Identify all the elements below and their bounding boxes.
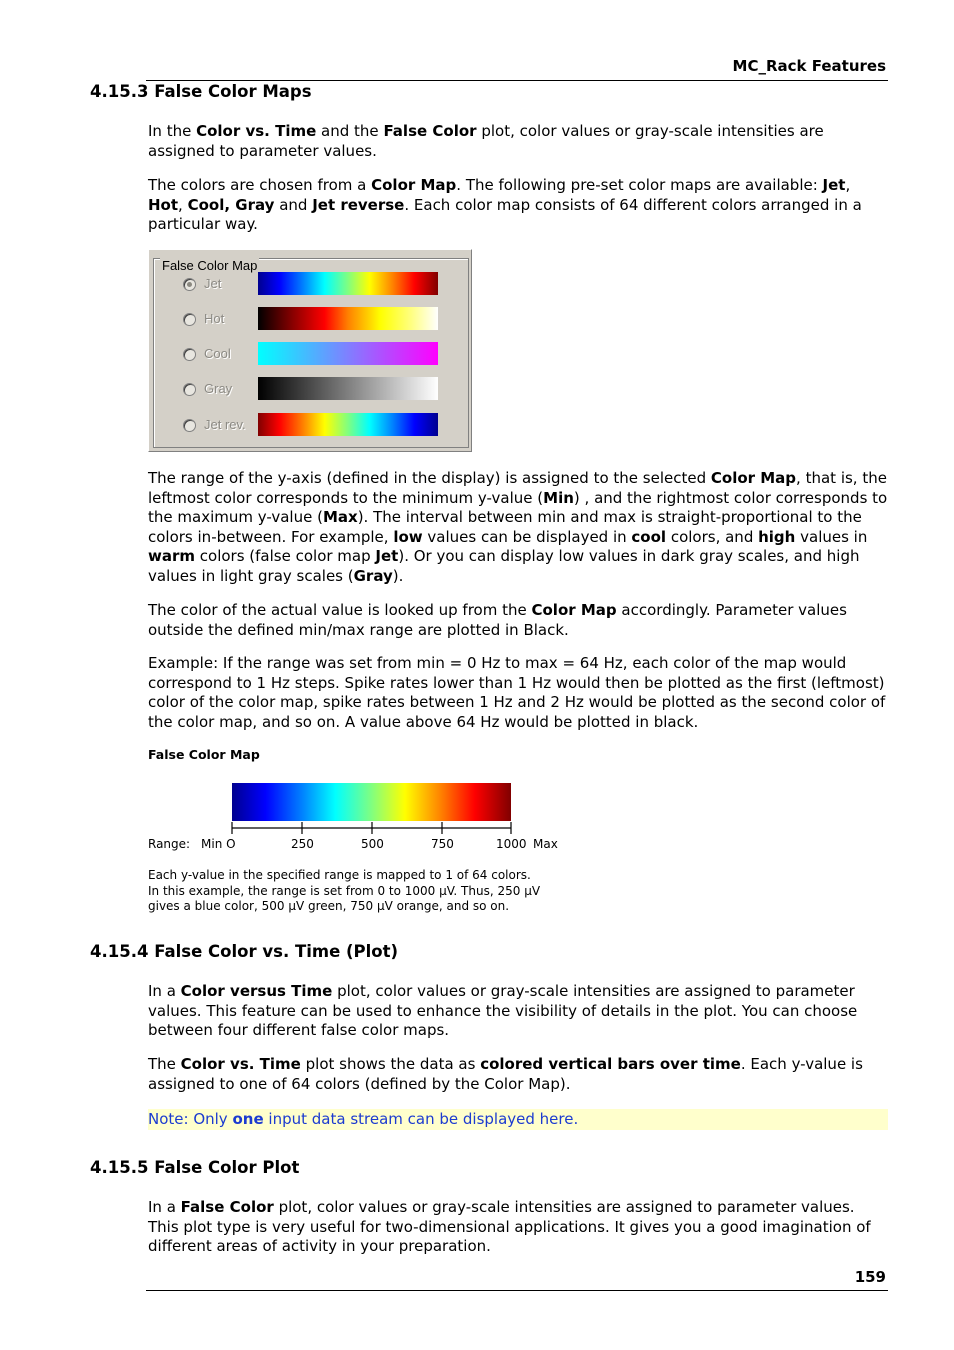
colormap-option-gray[interactable]: [149, 377, 471, 401]
tick-label-500: 500: [361, 837, 384, 851]
colormap-preview: [258, 272, 438, 295]
option-label: Cool: [204, 346, 231, 361]
figure-caption: Each y-value in the specified range is mapped to 1 of 64 colors. In this example, the range is set from 0 to 1000 µV. Thus, 250 µV gives a blue color, 500 µV green, 750 µV orange, and so on.: [148, 868, 541, 913]
range-axis: [225, 818, 525, 838]
colormap-option-cool[interactable]: [149, 342, 471, 366]
header-rule: [146, 80, 888, 81]
section-heading-false-color-vs-time: 4.15.4 False Color vs. Time (Plot): [90, 942, 399, 961]
paragraph: The range of the y-axis (defined in the display) is assigned to the selected Color Map, that is, the leftmost color corresponds to the minimum y-value (Min) , and the rightmost color corresponds to the maximum y-value (Max). The interval between min and max is straight-proportional to the colors in-between. For example, low values can be displayed in cool colors, and high values in warm colors (false color map Jet). Or you can display low values in dark gray scales, and high values in light gray scales (Gray).: [148, 469, 888, 585]
radio-button[interactable]: [183, 348, 196, 361]
radio-button[interactable]: [183, 313, 196, 326]
radio-button[interactable]: [183, 383, 196, 396]
tick-label-250: 250: [291, 837, 314, 851]
radio-button[interactable]: [183, 278, 196, 291]
colormap-option-hot[interactable]: [149, 307, 471, 331]
colormap-preview: [258, 342, 438, 365]
paragraph: In a Color versus Time plot, color values or gray-scale intensities are assigned to parameter values. This feature can be used to enhance the visibility of details in the plot. You can choose between four different false color maps.: [148, 982, 858, 1039]
tick-label-min: Min O: [201, 837, 236, 851]
note-box: [148, 1109, 888, 1130]
colormap-preview: [258, 307, 438, 330]
colormap-preview: [258, 413, 438, 436]
tick-label-750: 750: [431, 837, 454, 851]
paragraph: In the Color vs. Time and the False Color plot, color values or gray-scale intensities are assigned to parameter values.: [148, 122, 824, 160]
option-label: Hot: [204, 311, 225, 326]
option-label: Jet rev.: [204, 417, 246, 432]
note-text: Note: Only one input data stream can be displayed here.: [148, 1110, 579, 1128]
page-number: 159: [854, 1268, 886, 1286]
running-header: MC_Rack Features: [732, 57, 886, 75]
option-label: Jet: [204, 276, 222, 291]
section-heading-false-color-plot: 4.15.5 False Color Plot: [90, 1158, 300, 1177]
max-label: Max: [533, 837, 558, 851]
colormap-preview: [258, 377, 438, 400]
footer-rule: [146, 1290, 888, 1291]
paragraph: Example: If the range was set from min = 0 Hz to max = 64 Hz, each color of the map would correspond to 1 Hz steps. Spike rates lower than 1 Hz would then be plotted as the first (leftmost) color of the color map, spike rates between 1 Hz and 2 Hz would be plotted as the second color of the color map, and so on. A value above 64 Hz would be plotted in black.: [148, 654, 886, 731]
colormap-option-jet[interactable]: [149, 272, 471, 296]
groupbox-title: False Color Map: [162, 258, 258, 273]
radio-button[interactable]: [183, 419, 196, 432]
range-label: Range:: [148, 837, 191, 851]
colormap-option-jet-rev[interactable]: [149, 413, 471, 437]
paragraph: The color of the actual value is looked up from the Color Map accordingly. Parameter values outside the defined min/max range are plotted in Black.: [148, 601, 847, 639]
figure-title: False Color Map: [148, 747, 260, 762]
option-label: Gray: [204, 381, 233, 396]
paragraph: In a False Color plot, color values or gray-scale intensities are assigned to parameter values. This plot type is very useful for two-dimensional applications. It gives you a good imagination of different areas of activity in your preparation.: [148, 1198, 871, 1255]
jet-colorbar: [232, 783, 511, 821]
tick-label-1000: 1000: [496, 837, 527, 851]
paragraph: The Color vs. Time plot shows the data as colored vertical bars over time. Each y-value is assigned to one of 64 colors (defined by the Color Map).: [148, 1055, 863, 1093]
false-color-map-dialog: [148, 249, 472, 452]
paragraph: The colors are chosen from a Color Map. The following pre-set color maps are available: Jet, Hot, Cool, Gray and Jet reverse. Each color map consists of 64 different colors arranged in a particular way.: [148, 176, 862, 233]
section-heading-false-color-maps: 4.15.3 False Color Maps: [90, 82, 312, 101]
